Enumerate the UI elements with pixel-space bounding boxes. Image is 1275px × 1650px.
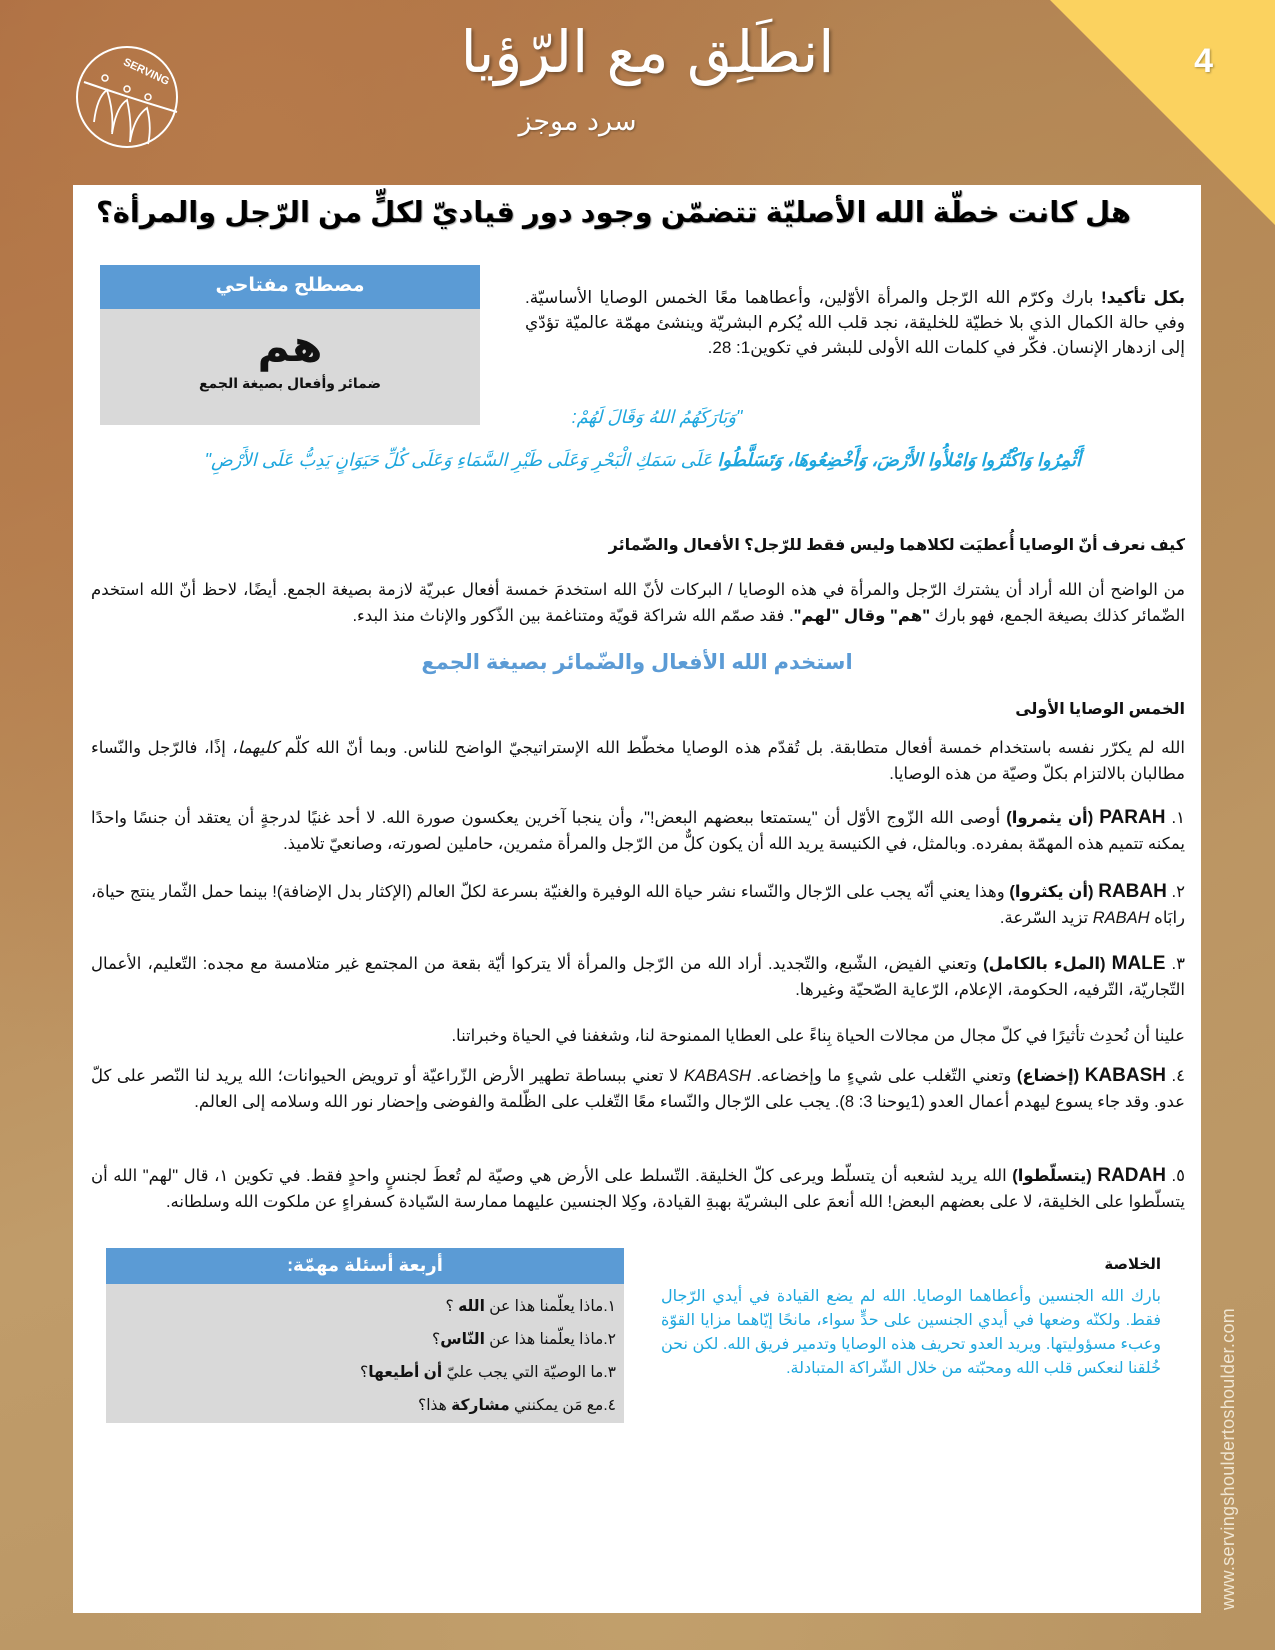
scripture-line-1: "وَبَارَكَهُمُ اللهُ وَقَالَ لَهُمْ:	[571, 407, 743, 427]
how-text-bold: "هم" وقال "لهم"	[793, 607, 931, 625]
command-number: ٣.	[1171, 955, 1185, 973]
command-text-end: تزيد السّرعة.	[999, 909, 1093, 927]
command-item	[91, 1063, 1185, 1115]
command-number: ٢.	[1171, 883, 1185, 901]
command-term: MALE	[1111, 953, 1166, 974]
command-text: وتعني الفيض، الشّبع، والتّجديد. أراد الله من الرّجل والمرأة ألا يتركوا أيّة بقعة من المجتمع غير متلامسة مع مجده: التّعليم، الأعمال التّجاريّة، التّرفيه، الحكومة، الإعلام، الرّعاية الصّحيّة وغيرها.	[91, 955, 1185, 999]
command-number: ١.	[1171, 809, 1185, 827]
question-item: ١.ماذا يعلّمنا هذا عن الله ؟	[445, 1298, 616, 1315]
section-how-heading: كيف نعرف أنّ الوصايا أُعطيَت لكلاهما وليس فقط للرّجل؟ الأفعال والضّمائر	[608, 537, 1185, 554]
command-item	[91, 879, 1185, 931]
command-number: ٤.	[1171, 1067, 1186, 1085]
questions-box	[106, 1248, 624, 1423]
content-panel	[73, 185, 1201, 1613]
scripture-rest: عَلَى سَمَكِ الْبَحْرِ وَعَلَى طَيْرِ السَّمَاءِ وَعَلَى كُلِّ حَيَوَانٍ يَدِبُّ عَلَى الأَرْضِ"	[204, 450, 718, 470]
main-title: انطَلِق مع الرّؤيا	[460, 18, 835, 86]
summary-heading: الخلاصة	[1104, 1256, 1161, 1273]
impact-line: علينا أن نُحدِث تأثيرًا في كلّ مجال من مجالات الحياة بِناءً على العطايا الممنوحة لنا، وشغفنا في الحياة وخبراتنا.	[451, 1027, 1185, 1045]
command-italic: KABASH	[683, 1067, 751, 1085]
how-text-a: من الواضح أن الله أراد أن يشترك الرّجل والمرأة في هذه الوصايا / البركات لأنّ الله استخدمَ خمسة أفعال عبريّة لازمة بصيغة الجمع. أيضًا، لاحظ أنّ الله استخدم الضّمائر كذلك بصيغة الجمع، فهو بارك	[91, 581, 1185, 625]
command-gloss: (إخضاع)	[1016, 1067, 1080, 1085]
command-italic: RABAH	[1092, 909, 1150, 927]
command-gloss: (يتسلّطوا)	[1012, 1167, 1092, 1185]
command-term: RADAH	[1097, 1165, 1166, 1186]
command-number: ٥.	[1171, 1167, 1186, 1185]
command-text: وهذا يعني أنّه يجب على الرّجال والنّساء نشر حياة الله الوفيرة والغنيّة بسرعة لكلّ العالم (الإكثار بدل الإضافة)! بينما حمل الثّمار ينتج حياة، رابَاه	[91, 883, 1185, 927]
command-term: RABAH	[1098, 881, 1167, 902]
command-text: الله يريد لشعبه أن يتسلّط ويرعى كلّ الخليقة. التّسلط على الأرض هي وصيّة لم تُعطَ لجنسٍ واحدٍ فقط. في تكوين ١، قال "لهم" الله أن يتسلّطوا على الخليقة، لا على بعضهم البعض! الله أنعمَ على البشريّة بهبةِ القيادة، وكِلا الجنسين عليهما ممارسة السّيادة كسفراءٍ عن ملكوت الله وسلطانه.	[91, 1167, 1185, 1211]
five-text-italic: كليهما	[237, 739, 279, 757]
website-link[interactable]: www.servingshouldertoshoulder.com	[1218, 1307, 1238, 1610]
question-item: ٤.مع مَن يمكنني مشاركة هذا؟	[417, 1397, 616, 1414]
intro-paragraph	[525, 285, 1185, 360]
key-term-description: ضمائر وأفعال بصيغة الجمع	[198, 375, 382, 391]
key-term-box	[100, 265, 480, 425]
section-five-heading: الخمس الوصايا الأولى	[1015, 701, 1185, 718]
command-gloss: (أن يكثروا)	[1009, 883, 1094, 901]
command-item	[91, 805, 1185, 857]
command-item	[91, 1163, 1185, 1215]
command-text: وتعني التّغلب على شيءٍ ما وإخضاعه.	[750, 1067, 1017, 1085]
section-how-text	[91, 577, 1185, 629]
intro-text: بارك وكرّم الله الرّجل والمرأة الأوّلين، وأعطاهما معًا الخمس الوصايا الأساسيّة. وفي حالة الكمال الذي بلا خطيّة للخليقة، نجد قلب الله يُكرم البشريّة وينشئ مهمّة عالميّة تؤدّي إلى ازدهار الإنسان. فكّر في كلمات الله الأولى للبشر في تكوين1: 28.	[525, 288, 1185, 357]
command-item	[91, 951, 1185, 1003]
command-text-end: لا تعني ببساطة تطهير الأرض الزّراعيّة أو ترويض الحيوانات؛ الله يريد لنا النّصر على كلّ عدو. وقد جاء يسوع ليهدم أعمال العدو (1يوحنا 3: 8). يجب على الرّجال والنّساء معًا التّغلب على الظّلمة والفوضى وإحضار نور الله وسلامه إلى العالم.	[91, 1067, 1185, 1111]
question-item: ٣.ما الوصيّة التي يجب عليّ أن أطيعها؟	[360, 1364, 616, 1381]
page-number: 4	[1194, 42, 1213, 80]
summary-text: بارك الله الجنسين وأعطاهما الوصايا. الله لم يضع القيادة في أيدي الرّجال فقط. ولكنّه وضعها في أيدي الجنسين على حدٍّ سواء، مانحًا إيّاهما مزايا القوّة وعبء مسؤوليتها. ويريد العدو تحريف هذه الوصايا وتدمير فريق الله. لكن نحن خُلقنا لنعكس قلب الله ومحبّته من خلال الشّراكة المتبادلة.	[661, 1288, 1161, 1377]
key-term-word: هم	[257, 322, 323, 371]
command-term: KABASH	[1084, 1065, 1166, 1086]
command-gloss: (أن يثمروا)	[1006, 809, 1094, 827]
questions-heading: أربعة أسئلة مهمّة:	[106, 1248, 624, 1284]
plural-heading: استخدم الله الأفعال والضّمائر بصيغة الجمع	[421, 651, 853, 674]
five-text-b: ، إذًا، فالرّجل والنّساء مطالبان بالالتزام بكلّ وصيّة من هذه الوصايا.	[91, 739, 1185, 783]
five-text-a: الله لم يكرّر نفسه باستخدام خمسة أفعال متطابقة. بل تُقدّم هذه الوصايا مخطّط الله الإستراتيجيّ الواضح للناس. وبما أنّ الله كلّم	[278, 739, 1186, 757]
command-term: PARAH	[1099, 807, 1166, 828]
scripture-verbs: أَثْمِرُوا وَاكْثُرُوا وَامْلأُوا الأَرْضَ، وَأَخْضِعُوهَا، وَتَسَلَّطُوا	[717, 450, 1081, 470]
key-term-heading: مصطلح مفتاحي	[100, 265, 480, 309]
subtitle: سرد موجز	[518, 106, 637, 137]
section-five-text	[91, 735, 1185, 787]
how-text-c: . فقد صمّم الله شراكة قويّة ومتناغمة بين الذّكور والإناث منذ البدء.	[352, 607, 794, 625]
command-text: أوصى الله الزّوج الأوّل أن "يستمتعا ببعضهم البعض!"، وأن ينجبا آخرين يعكسون صورة الله. لا أحد غنيًا لدرجةٍ أن يعتقد أن جنسًا واحدًا يمكنه تتميم هذه المهمّة بمفرده. وبالمثل، في الكنيسة يريد الله أن يكون كلٌّ من الرّجل والمرأة مثمرين، حاملين لصورته، وصانعيّ تلاميذ.	[91, 809, 1185, 853]
logo-text: SERVING	[121, 56, 172, 88]
command-gloss: (الملء بالكامل)	[983, 955, 1106, 973]
question-item: ٢.ماذا يعلّمنا هذا عن النّاس؟	[432, 1331, 616, 1348]
question-title: هل كانت خطّة الله الأصليّة تتضمّن وجود دور قياديّ لكلٍّ من الرّجل والمرأة؟	[95, 197, 1131, 229]
scripture-line-2	[205, 450, 1081, 471]
intro-lead: بكل تأكيد!	[1101, 288, 1185, 307]
